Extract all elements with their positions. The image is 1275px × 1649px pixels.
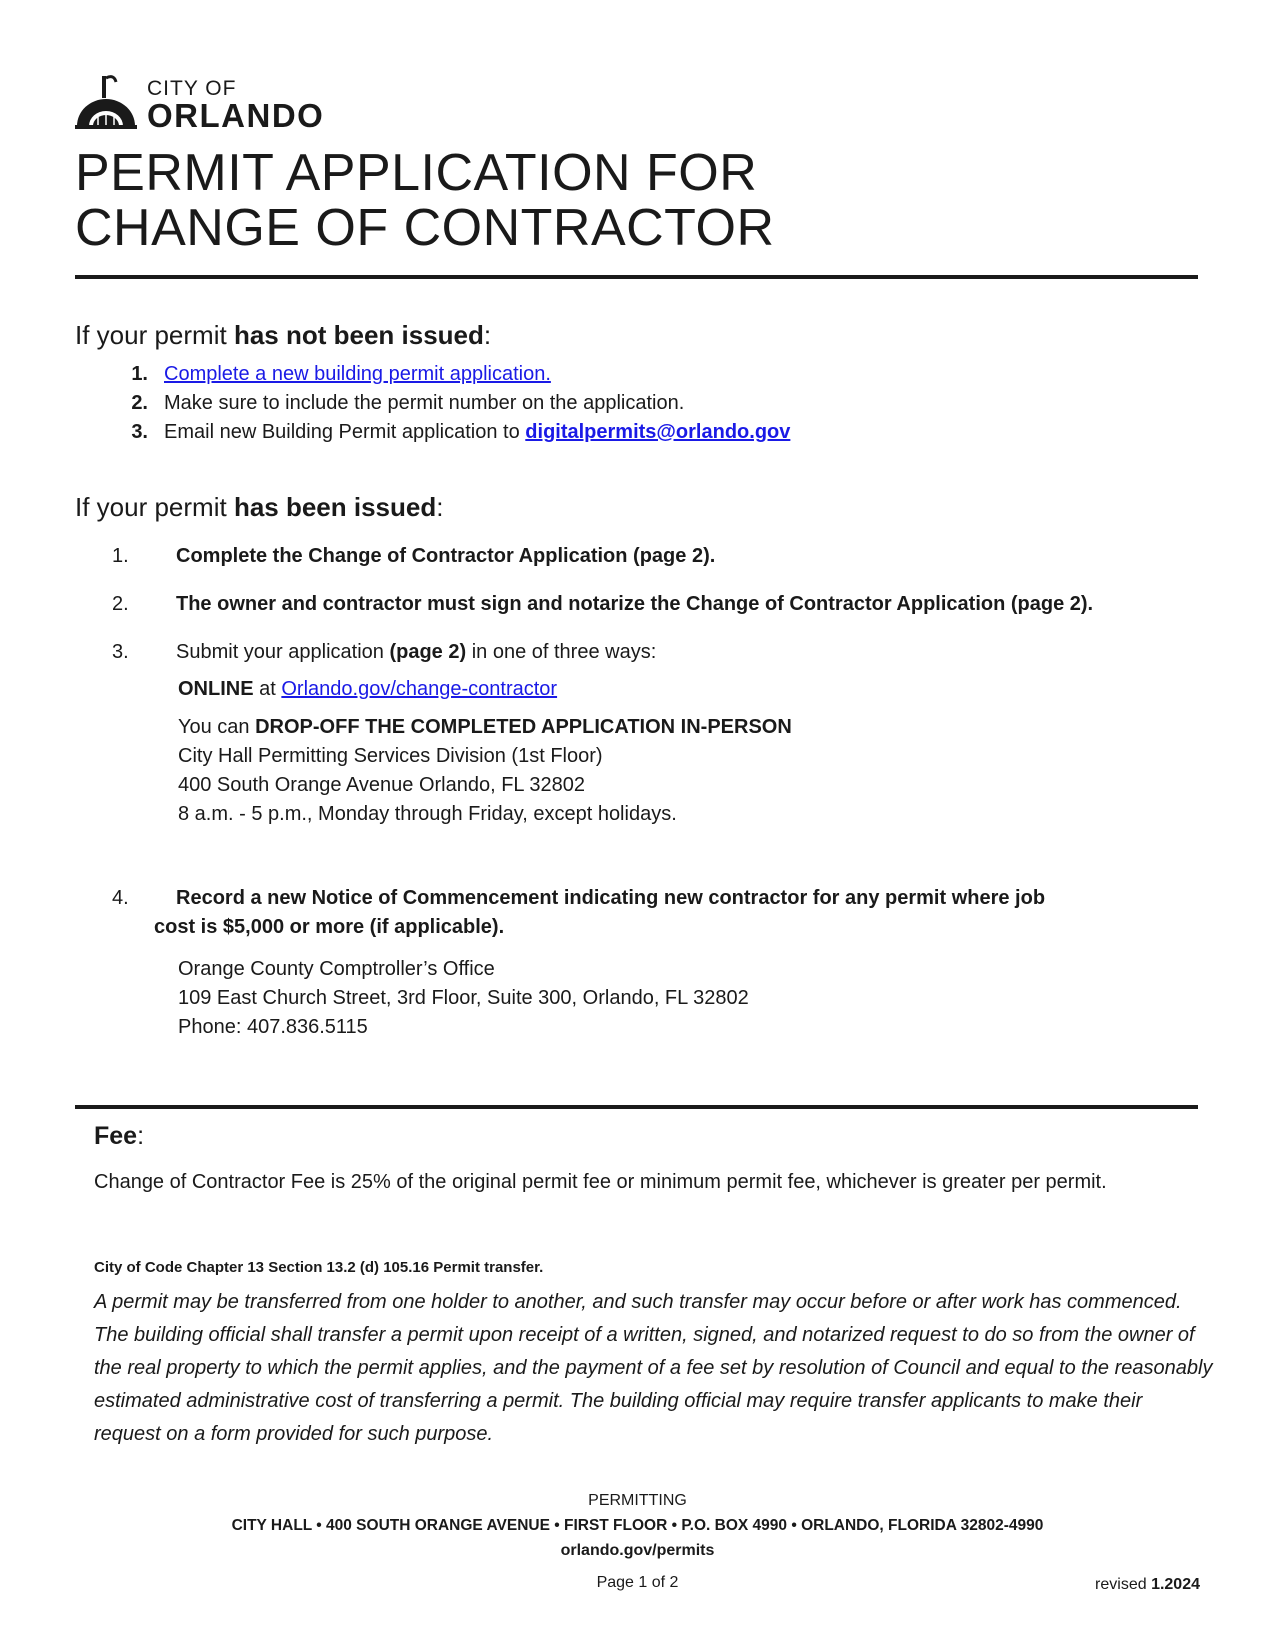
footer-address: CITY HALL • 400 SOUTH ORANGE AVENUE • FIRST FLOOR • P.O. BOX 4990 • ORLANDO, FLORIDA 32802-4990 — [231, 1517, 1044, 1534]
step-number: 3. — [131, 421, 148, 443]
step-text-bold: (page 2) — [389, 641, 467, 663]
online-at: at — [253, 678, 282, 700]
step-text: Complete the Change of Contractor Application (page 2). — [176, 545, 716, 567]
step-text-line-1: Record a new Notice of Commencement indicating new contractor for any permit where job — [176, 887, 1046, 909]
email-link[interactable]: digitalpermits@orlando.gov — [525, 421, 791, 443]
footer-url: orlando.gov/permits — [560, 1542, 715, 1559]
code-heading: City of Code Chapter 13 Section 13.2 (d) 105.16 Permit transfer. — [94, 1259, 544, 1276]
revised-label: revised — [1095, 1576, 1152, 1593]
step-text-pre: Submit your application — [176, 641, 390, 663]
dropoff-hours: 8 a.m. - 5 p.m., Monday through Friday, except holidays. — [178, 803, 677, 825]
issued-step-2 — [75, 591, 1093, 617]
comptroller-office — [178, 955, 749, 1042]
issued-step-4 — [75, 884, 1045, 942]
step-text-line-2: cost is $5,000 or more (if applicable). — [154, 916, 505, 938]
heading-not-issued — [75, 320, 491, 350]
office-phone: Phone: 407.836.5115 — [178, 1016, 368, 1038]
heading-not-issued-bold: has not been issued — [233, 320, 484, 350]
office-address: 109 East Church Street, 3rd Floor, Suite 300, Orlando, FL 32802 — [178, 987, 749, 1009]
step-number: 2. — [112, 593, 129, 615]
step-text: The owner and contractor must sign and notarize the Change of Contractor Application (page 2). — [176, 593, 1094, 615]
city-hall-dome-icon — [75, 74, 137, 130]
heading-issued-post: : — [436, 492, 444, 522]
fee-heading — [94, 1122, 144, 1151]
logo-line-2: ORLANDO — [147, 97, 325, 134]
new-permit-application-link[interactable]: Complete a new building permit application. — [164, 363, 551, 385]
dropoff-location: City Hall Permitting Services Division (1st Floor) — [178, 745, 603, 767]
fee-heading-colon: : — [137, 1122, 145, 1150]
issued-step-3 — [75, 639, 656, 665]
title-line-2: CHANGE OF CONTRACTOR — [75, 199, 775, 257]
fee-text: Change of Contractor Fee is 25% of the original permit fee or minimum permit fee, whichever is greater per permit. — [94, 1171, 1107, 1193]
online-label: ONLINE — [178, 678, 254, 700]
step-text-post: in one of three ways: — [466, 641, 657, 663]
step-number: 1. — [131, 363, 148, 385]
office-name: Orange County Comptroller’s Office — [178, 958, 495, 980]
divider-top — [75, 275, 1198, 279]
dropoff-option — [178, 713, 792, 829]
divider-fee — [75, 1105, 1198, 1109]
dropoff-pre: You can — [178, 716, 256, 738]
not-issued-step-1 — [75, 361, 551, 387]
logo-line-1: CITY OF — [147, 77, 237, 100]
footer — [0, 1488, 1275, 1563]
dropoff-bold: DROP-OFF THE COMPLETED APPLICATION IN-PERSON — [255, 716, 792, 738]
dropoff-address: 400 South Orange Avenue Orlando, FL 32802 — [178, 774, 585, 796]
issued-step-1 — [75, 543, 715, 569]
online-option — [178, 675, 557, 704]
step-text: Email new Building Permit application to — [164, 421, 526, 443]
heading-not-issued-post: : — [483, 320, 492, 350]
step-text: Make sure to include the permit number on the application. — [164, 392, 685, 414]
change-contractor-link[interactable]: Orlando.gov/change-contractor — [281, 678, 558, 700]
revised-value: 1.2024 — [1151, 1576, 1200, 1593]
page-title — [75, 146, 775, 256]
page-number: Page 1 of 2 — [596, 1574, 679, 1591]
heading-issued-bold: has been issued — [233, 492, 437, 522]
code-text: A permit may be transferred from one holder to another, and such transfer may occur before or after work has commenced. The building official shall transfer a permit upon receipt of a written, signed, and notarized request to do so from the owner of the real property to which the permit applies, and the payment of a fee set by resolution of Council and equal to the reasonably estimated administrative cost of transferring a permit. The building official may require transfer applicants to make their request on a form provided for such purpose. — [94, 1291, 1213, 1445]
step-number: 1. — [112, 545, 129, 567]
footer-department: PERMITTING — [588, 1492, 687, 1509]
city-logo — [75, 74, 345, 134]
not-issued-step-3 — [75, 419, 790, 445]
not-issued-step-2 — [75, 390, 684, 416]
fee-heading-text: Fee — [94, 1122, 138, 1150]
heading-not-issued-pre: If your permit — [75, 320, 234, 350]
step-number: 4. — [112, 887, 129, 909]
step-number: 3. — [112, 641, 129, 663]
revision-note — [1095, 1576, 1200, 1594]
step-number: 2. — [131, 392, 148, 414]
heading-issued — [75, 492, 443, 522]
title-line-1: PERMIT APPLICATION FOR — [75, 144, 758, 202]
heading-issued-pre: If your permit — [75, 492, 234, 522]
